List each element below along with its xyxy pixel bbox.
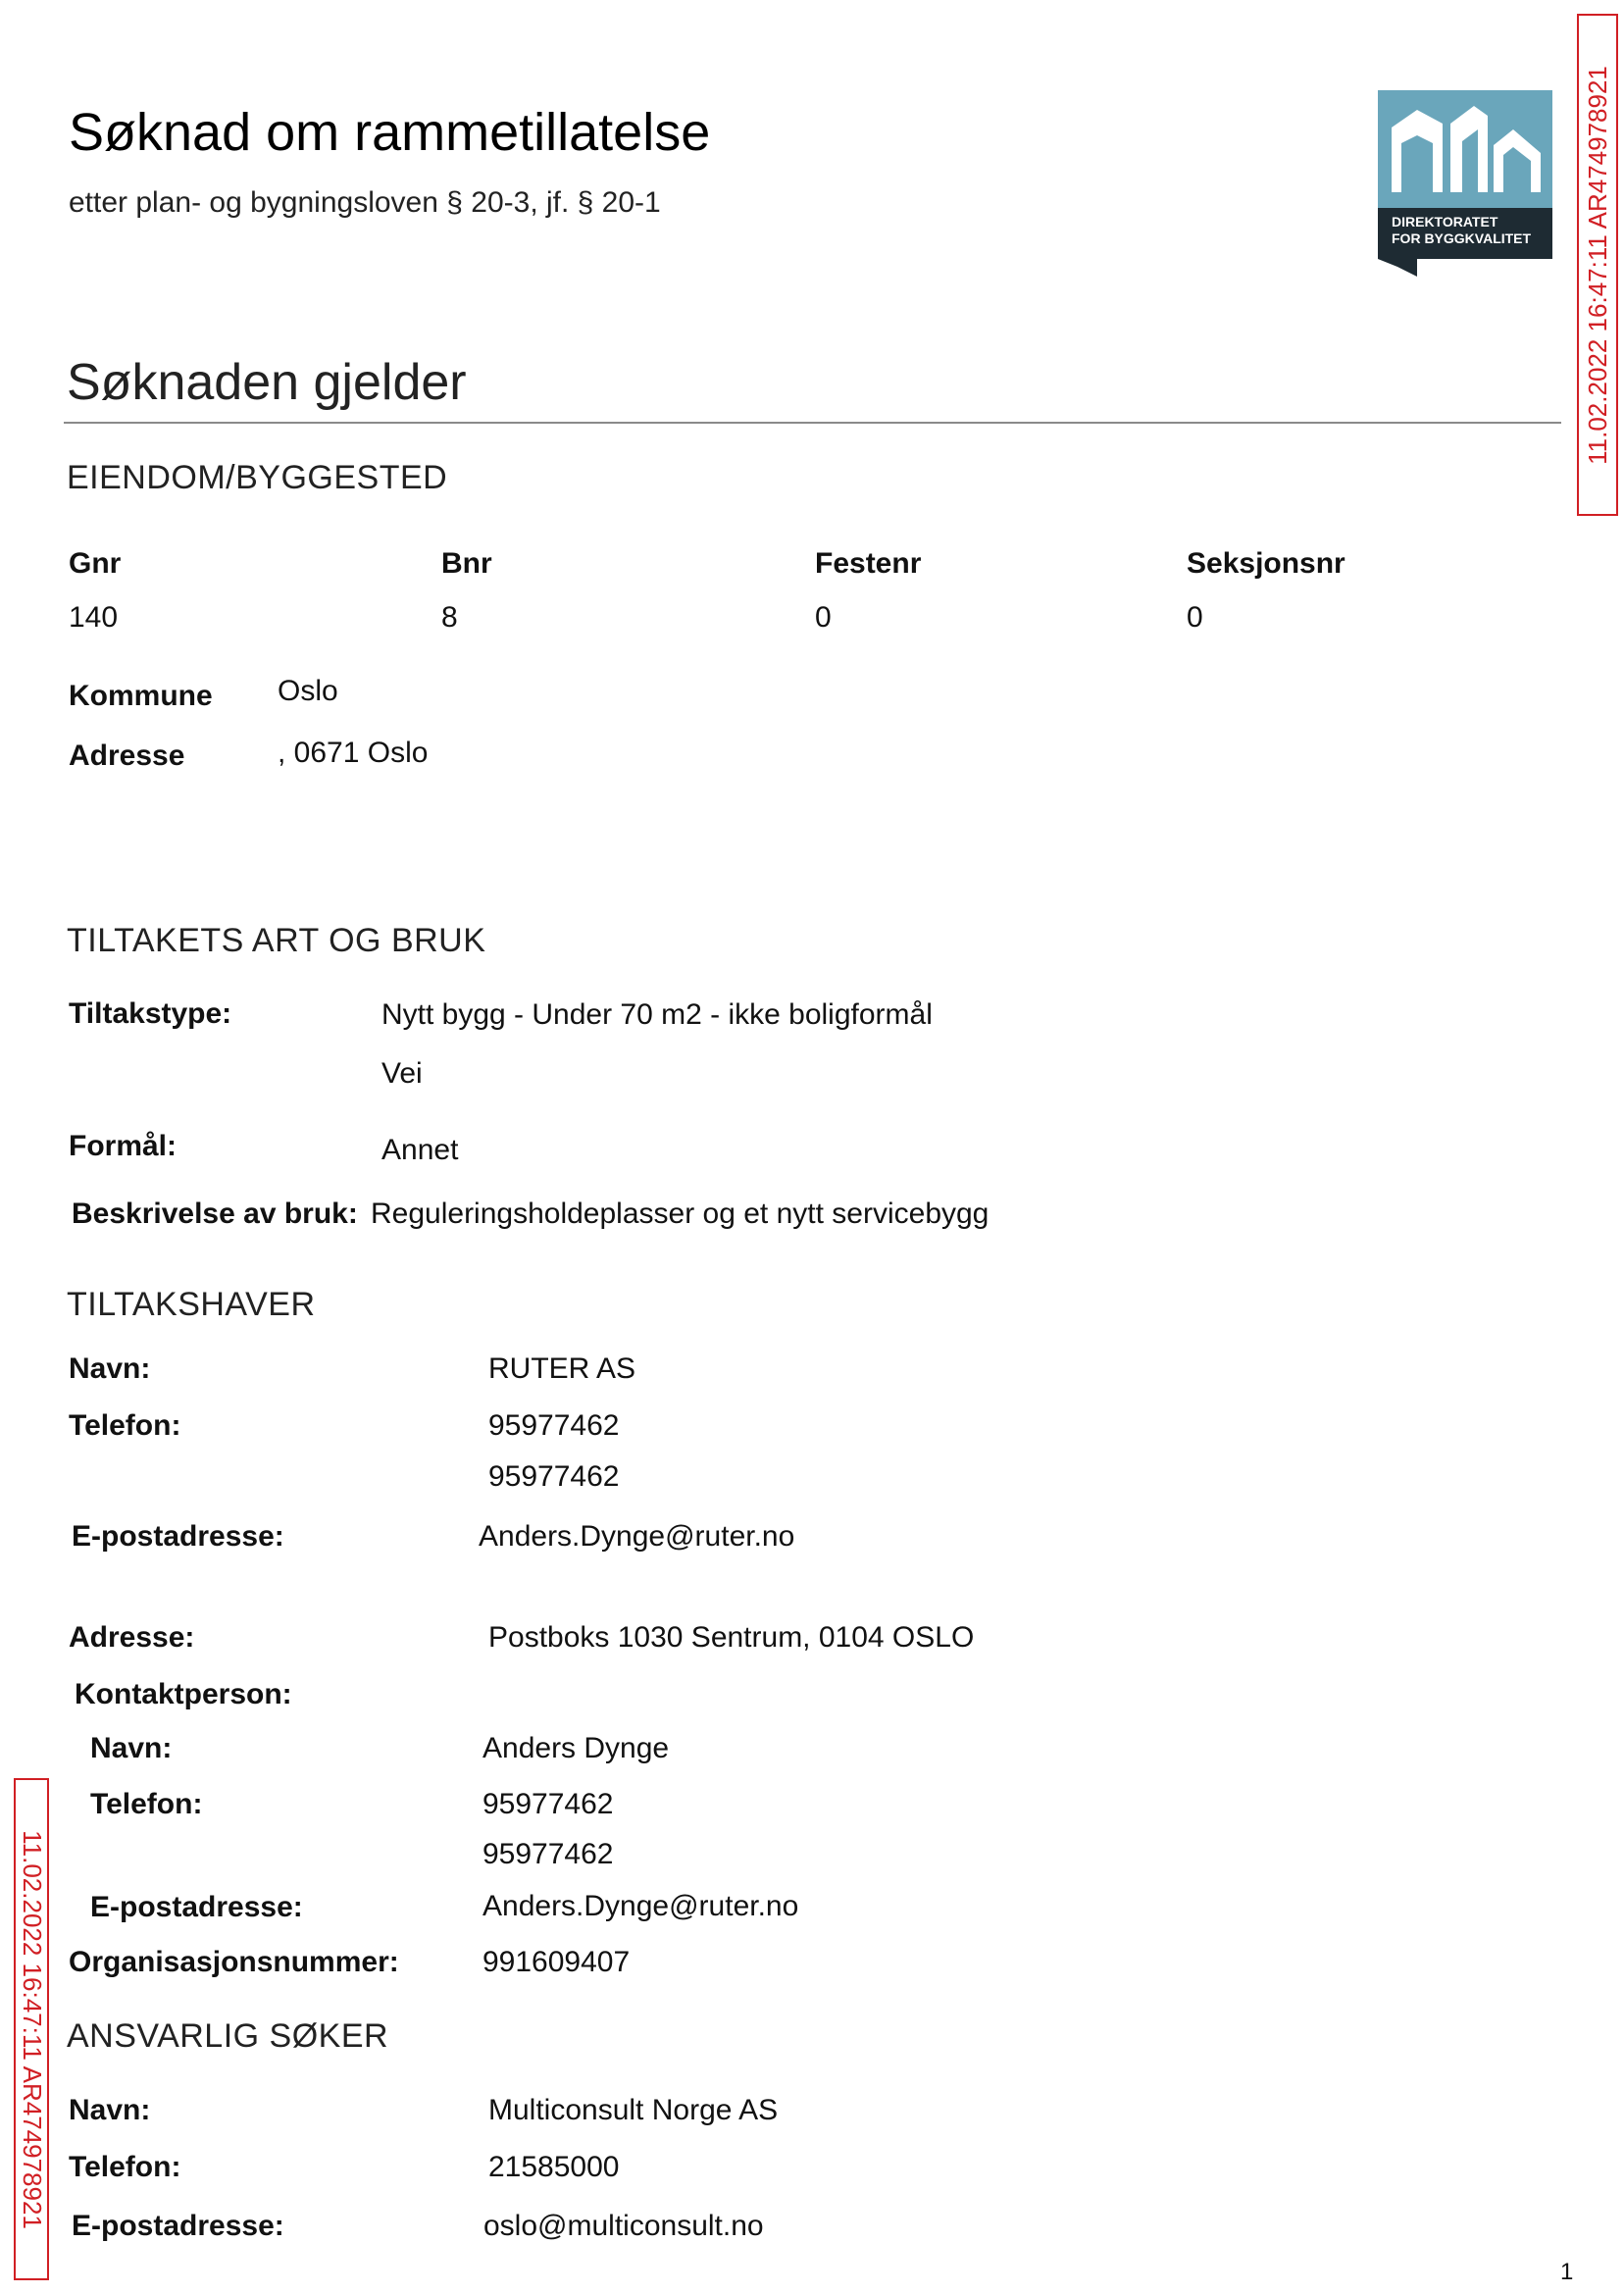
kontakt-navn-value: Anders Dynge [482,1732,670,1764]
page-number: 1 [1560,2259,1574,2285]
formal-value: Annet [381,1134,459,1166]
kommune-label: Kommune [69,680,213,712]
section-title: Søknaden gjelder [67,354,467,411]
kontakt-navn-label: Navn: [90,1732,173,1764]
archive-stamp-right [1577,14,1618,516]
kommune-value: Oslo [278,675,338,707]
ansvarlig-navn-value: Multiconsult Norge AS [488,2094,779,2126]
page-title: Søknad om rammetillatelse [69,103,711,162]
seksjonsnr-value: 0 [1187,601,1203,634]
dibk-logo [1378,90,1552,277]
bnr-value: 8 [441,601,458,634]
tiltakstype-label: Tiltakstype: [69,997,232,1030]
ansvarlig-navn-label: Navn: [69,2094,151,2126]
tiltakshaver-epost-label: E-postadresse: [72,1520,284,1553]
bruk-value: Reguleringsholdeplasser og et nytt servicebygg [371,1198,990,1230]
kontakt-telefon-label: Telefon: [90,1788,203,1820]
tiltakshaver-navn-label: Navn: [69,1352,151,1385]
formal-label: Formål: [69,1130,178,1162]
seksjonsnr-label: Seksjonsnr [1187,547,1345,580]
bruk-label: Beskrivelse av bruk: [72,1198,358,1230]
stamp-text: 11.02.2022 16:47:11 AR474978921 [1582,65,1612,465]
bnr-label: Bnr [441,547,492,580]
orgnr-value: 991609407 [482,1946,631,1978]
gnr-value: 140 [69,601,119,634]
kontakt-telefon-value-2: 95977462 [482,1838,614,1870]
kontaktperson-label: Kontaktperson: [75,1678,292,1710]
kontakt-telefon-value-1: 95977462 [482,1788,614,1820]
tiltakshaver-navn-value: RUTER AS [488,1352,636,1385]
tiltakshaver-telefon-label: Telefon: [69,1409,181,1442]
ansvarlig-heading: ANSVARLIG SØKER [67,2017,389,2055]
tiltakshaver-epost-value: Anders.Dynge@ruter.no [479,1520,795,1553]
section-divider [64,422,1561,424]
kontakt-epost-value: Anders.Dynge@ruter.no [482,1890,799,1922]
logo-text-line2: FOR BYGGKVALITET [1392,230,1532,246]
festenr-label: Festenr [815,547,922,580]
tiltakshaver-adresse-label: Adresse: [69,1621,195,1654]
adresse-label: Adresse [69,739,185,772]
ansvarlig-telefon-value: 21585000 [488,2151,620,2183]
ansvarlig-epost-label: E-postadresse: [72,2210,284,2242]
orgnr-label: Organisasjonsnummer: [69,1946,399,1978]
logo-text-line1: DIREKTORATET [1392,214,1498,229]
adresse-value: , 0671 Oslo [278,737,429,769]
ansvarlig-telefon-label: Telefon: [69,2151,181,2183]
tiltakshaver-telefon-value-2: 95977462 [488,1460,620,1493]
tiltakstype-value-1: Nytt bygg - Under 70 m2 - ikke boligformål [381,998,933,1031]
ansvarlig-epost-value: oslo@multiconsult.no [483,2210,764,2242]
tiltak-heading: TILTAKETS ART OG BRUK [67,922,486,959]
eiendom-heading: EIENDOM/BYGGESTED [67,459,448,496]
stamp-text: 11.02.2022 16:47:11 AR474978921 [17,1829,47,2229]
tiltakshaver-adresse-value: Postboks 1030 Sentrum, 0104 OSLO [488,1621,975,1654]
tiltakshaver-telefon-value-1: 95977462 [488,1409,620,1442]
tiltakstype-value-2: Vei [381,1057,423,1090]
kontakt-epost-label: E-postadresse: [90,1891,303,1923]
tiltakshaver-heading: TILTAKSHAVER [67,1286,316,1323]
dibk-logo-icon [1378,90,1552,277]
festenr-value: 0 [815,601,832,634]
archive-stamp-left [14,1778,49,2280]
gnr-label: Gnr [69,547,122,580]
page-subtitle: etter plan- og bygningsloven § 20-3, jf. § 20-1 [69,186,661,219]
